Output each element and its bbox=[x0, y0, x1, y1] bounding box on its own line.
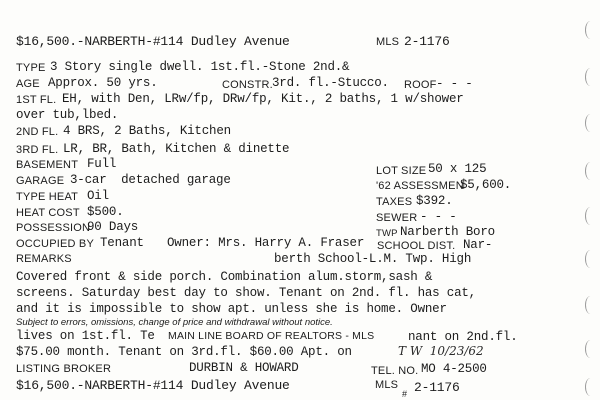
twp-label: TWP bbox=[376, 228, 398, 239]
owner-cont: berth School-L.M. Twp. High bbox=[274, 252, 472, 266]
heat-type-value: Oil bbox=[87, 189, 109, 203]
second-fl-value: 4 BRS, 2 Baths, Kitchen bbox=[63, 124, 231, 138]
binder-hole bbox=[585, 340, 596, 358]
occupied-value: Tenant bbox=[100, 236, 144, 250]
remarks-line-3: and it is impossible to show apt. unless she is home. Owner bbox=[16, 302, 447, 316]
constr-value: 3rd. fl.-Stucco. bbox=[272, 76, 389, 90]
binder-hole bbox=[585, 162, 596, 180]
footer-mls-label: MLS bbox=[375, 379, 399, 391]
remarks-line-2: screens. Saturday best day to show. Tenant on 2nd. fl. has cat, bbox=[16, 286, 476, 300]
first-fl-value: EH, with Den, LRw/fp, DRw/fp, Kit., 2 baths, 1 w/shower bbox=[62, 92, 464, 106]
school-value: Nar- bbox=[463, 238, 493, 252]
heat-cost-label: HEAT COST bbox=[16, 207, 80, 219]
handwritten-note: T W 10/23/62 bbox=[398, 344, 484, 358]
binder-hole bbox=[585, 207, 596, 225]
taxes-value: $392. bbox=[416, 194, 453, 208]
binder-hole bbox=[585, 250, 596, 268]
header-mls-label: MLS bbox=[376, 36, 400, 48]
broker-name: DURBIN & HOWARD bbox=[189, 361, 299, 375]
footer-mls-hash: # bbox=[402, 389, 408, 399]
header-price-address: $16,500.-NARBERTH-#114 Dudley Avenue bbox=[16, 34, 290, 49]
footer-price-address: $16,500.-NARBERTH-#114 Dudley Avenue bbox=[16, 378, 290, 393]
footer-mls-number: 2-1176 bbox=[414, 380, 460, 395]
lot-size-value: 50 x 125 bbox=[428, 162, 487, 176]
roof-label: ROOF bbox=[404, 79, 437, 91]
garage-value: 3-car detached garage bbox=[70, 173, 231, 187]
heat-type-label: TYPE HEAT bbox=[16, 191, 79, 203]
type-label: TYPE bbox=[16, 62, 46, 74]
constr-label: CONSTR. bbox=[222, 79, 273, 91]
binder-hole bbox=[585, 114, 596, 132]
possession-label: POSSESSION bbox=[16, 222, 91, 234]
third-fl-label: 3RD FL. bbox=[16, 144, 59, 156]
assess-label: '62 ASSESSMEN bbox=[376, 180, 464, 192]
garage-label: GARAGE bbox=[16, 175, 65, 187]
type-value: 3 Story single dwell. 1st.fl.-Stone 2nd.& bbox=[50, 60, 350, 74]
taxes-label: TAXES bbox=[376, 196, 413, 208]
lot-size-label: LOT SIZE bbox=[376, 165, 427, 177]
remarks-line-4a: lives on 1st.fl. Te bbox=[16, 329, 155, 343]
second-fl-label: 2ND FL. bbox=[16, 126, 59, 138]
basement-value: Full bbox=[87, 157, 117, 171]
assess-value: $5,600. bbox=[460, 178, 512, 192]
remarks-label: REMARKS bbox=[16, 253, 72, 265]
heat-cost-value: $500. bbox=[87, 205, 124, 219]
age-value: Approx. 50 yrs. bbox=[48, 76, 158, 90]
binder-hole bbox=[585, 296, 596, 314]
roof-value: - - - bbox=[436, 77, 473, 91]
sewer-value: - - - bbox=[420, 210, 457, 224]
school-label: SCHOOL DIST. bbox=[377, 240, 456, 252]
sewer-label: SEWER bbox=[376, 212, 418, 224]
disclaimer: Subject to errors, omissions, change of price and withdrawal without notice. bbox=[16, 317, 333, 328]
remarks-line-1: Covered front & side porch. Combination alum.storm,sash & bbox=[16, 270, 433, 284]
age-label: AGE bbox=[16, 78, 40, 90]
possession-value: 90 Days bbox=[87, 220, 139, 234]
listing-broker-label: LISTING BROKER bbox=[16, 363, 112, 375]
remarks-line-5: $75.00 month. Tenant on 3rd.fl. $60.00 Apt. on bbox=[16, 345, 352, 359]
binder-hole bbox=[585, 378, 596, 396]
occupied-label: OCCUPIED BY bbox=[16, 238, 94, 250]
binder-hole bbox=[585, 68, 596, 86]
tel-label: TEL. NO. bbox=[371, 365, 419, 377]
twp-value: Narberth Boro bbox=[400, 225, 495, 239]
third-fl-value: LR, BR, Bath, Kitchen & dinette bbox=[63, 142, 290, 156]
owner-value: Owner: Mrs. Harry A. Fraser bbox=[167, 236, 365, 250]
header-mls-number: 2-1176 bbox=[404, 34, 450, 49]
first-fl-cont: over tub,lbed. bbox=[16, 108, 119, 122]
basement-label: BASEMENT bbox=[16, 159, 79, 171]
first-fl-label: 1ST FL. bbox=[16, 94, 57, 106]
remarks-line-4b: nant on 2nd.fl. bbox=[408, 330, 518, 344]
board-name: MAIN LINE BOARD OF REALTORS - MLS bbox=[168, 330, 375, 342]
binder-hole bbox=[585, 21, 596, 39]
tel-value: MO 4-2500 bbox=[421, 362, 487, 376]
